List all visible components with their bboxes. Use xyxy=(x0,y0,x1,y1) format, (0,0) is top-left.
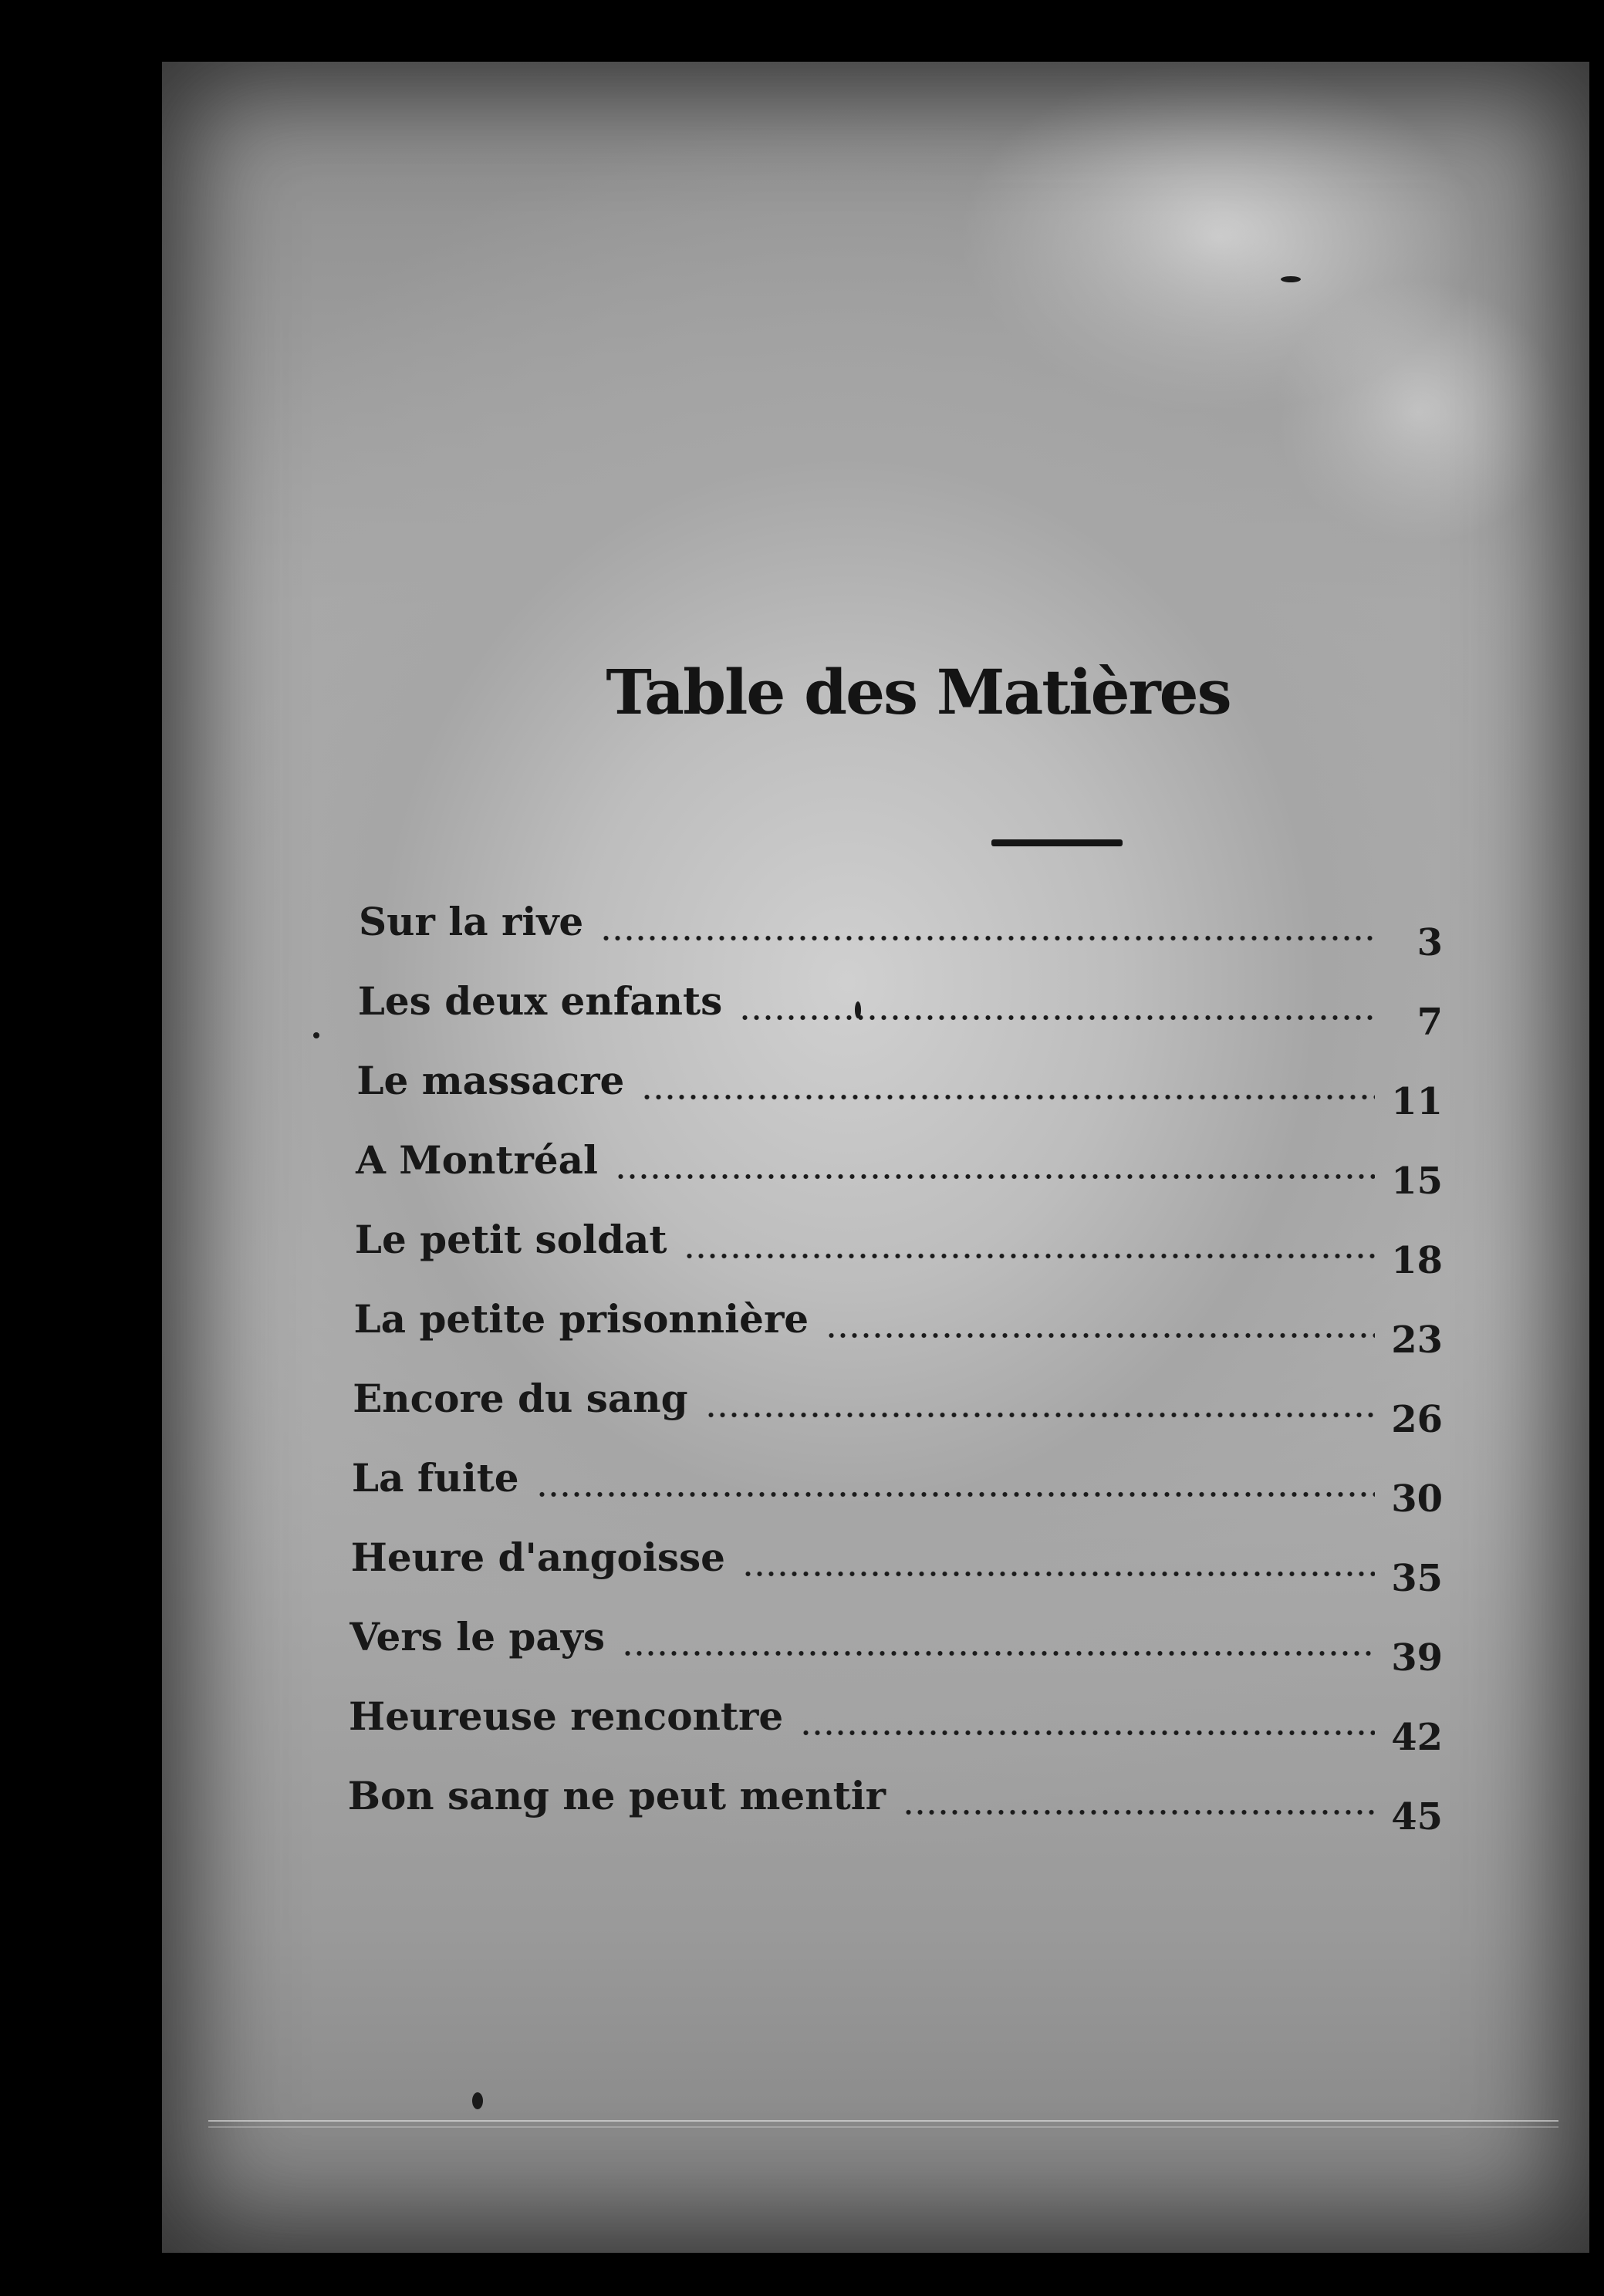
toc-entry-page-number: 18 xyxy=(1391,1239,1443,1282)
toc-entry xyxy=(353,1376,1443,1441)
toc-entry-title: Les deux enfants xyxy=(357,978,723,1024)
toc-entry xyxy=(356,1058,1443,1123)
toc-entry-title: Heureuse rencontre xyxy=(349,1693,784,1739)
dot-leader xyxy=(641,1094,1375,1100)
toc-entry-page-number: 30 xyxy=(1391,1477,1443,1521)
toc-entry-page-number: 23 xyxy=(1391,1319,1443,1362)
dot-leader xyxy=(600,935,1375,941)
toc-entry xyxy=(353,1296,1444,1362)
table-of-contents xyxy=(162,62,1589,2253)
toc-entry xyxy=(350,1614,1443,1680)
toc-entry-title: Le massacre xyxy=(356,1058,625,1103)
dot-leader xyxy=(705,1412,1375,1418)
toc-entry-title: A Montréal xyxy=(356,1137,598,1183)
toc-entry xyxy=(354,1217,1443,1282)
toc-entry-page-number: 35 xyxy=(1391,1557,1443,1600)
dot-leader xyxy=(742,1571,1375,1577)
toc-entry-title: Bon sang ne peut mentir xyxy=(347,1773,886,1818)
scanned-page xyxy=(162,62,1589,2253)
toc-entry xyxy=(349,1693,1443,1759)
dot-leader xyxy=(800,1730,1375,1736)
toc-entry xyxy=(357,978,1443,1044)
toc-entry-page-number: 39 xyxy=(1391,1636,1443,1680)
toc-entry xyxy=(351,1455,1443,1521)
toc-entry-title: Sur la rive xyxy=(359,899,584,944)
toc-entry-title: Heure d'angoisse xyxy=(350,1535,725,1580)
dot-leader xyxy=(826,1332,1375,1339)
toc-entry xyxy=(359,899,1443,964)
toc-entry-title: La fuite xyxy=(351,1455,519,1501)
toc-entry-page-number: 45 xyxy=(1391,1795,1443,1838)
toc-entry-title: Le petit soldat xyxy=(354,1217,667,1262)
toc-entry-page-number: 7 xyxy=(1417,1001,1443,1044)
toc-entry-title: La petite prisonnière xyxy=(353,1296,809,1342)
toc-entry xyxy=(347,1773,1443,1838)
page-title: Table des Matières xyxy=(606,656,1231,728)
toc-entry xyxy=(350,1535,1443,1600)
toc-entry-title: Vers le pays xyxy=(350,1614,605,1660)
toc-entry-page-number: 3 xyxy=(1417,921,1443,964)
dot-leader xyxy=(739,1015,1375,1021)
toc-entry-page-number: 26 xyxy=(1391,1398,1443,1441)
toc-entry-page-number: 11 xyxy=(1391,1080,1443,1123)
dot-leader xyxy=(536,1491,1375,1497)
toc-entry-page-number: 42 xyxy=(1391,1716,1443,1759)
dot-leader xyxy=(615,1173,1375,1180)
dot-leader xyxy=(903,1809,1375,1815)
toc-entry xyxy=(356,1137,1443,1203)
dot-leader xyxy=(622,1650,1375,1656)
dot-leader xyxy=(684,1253,1375,1259)
toc-entry-title: Encore du sang xyxy=(353,1376,688,1421)
toc-entry-page-number: 15 xyxy=(1391,1160,1443,1203)
